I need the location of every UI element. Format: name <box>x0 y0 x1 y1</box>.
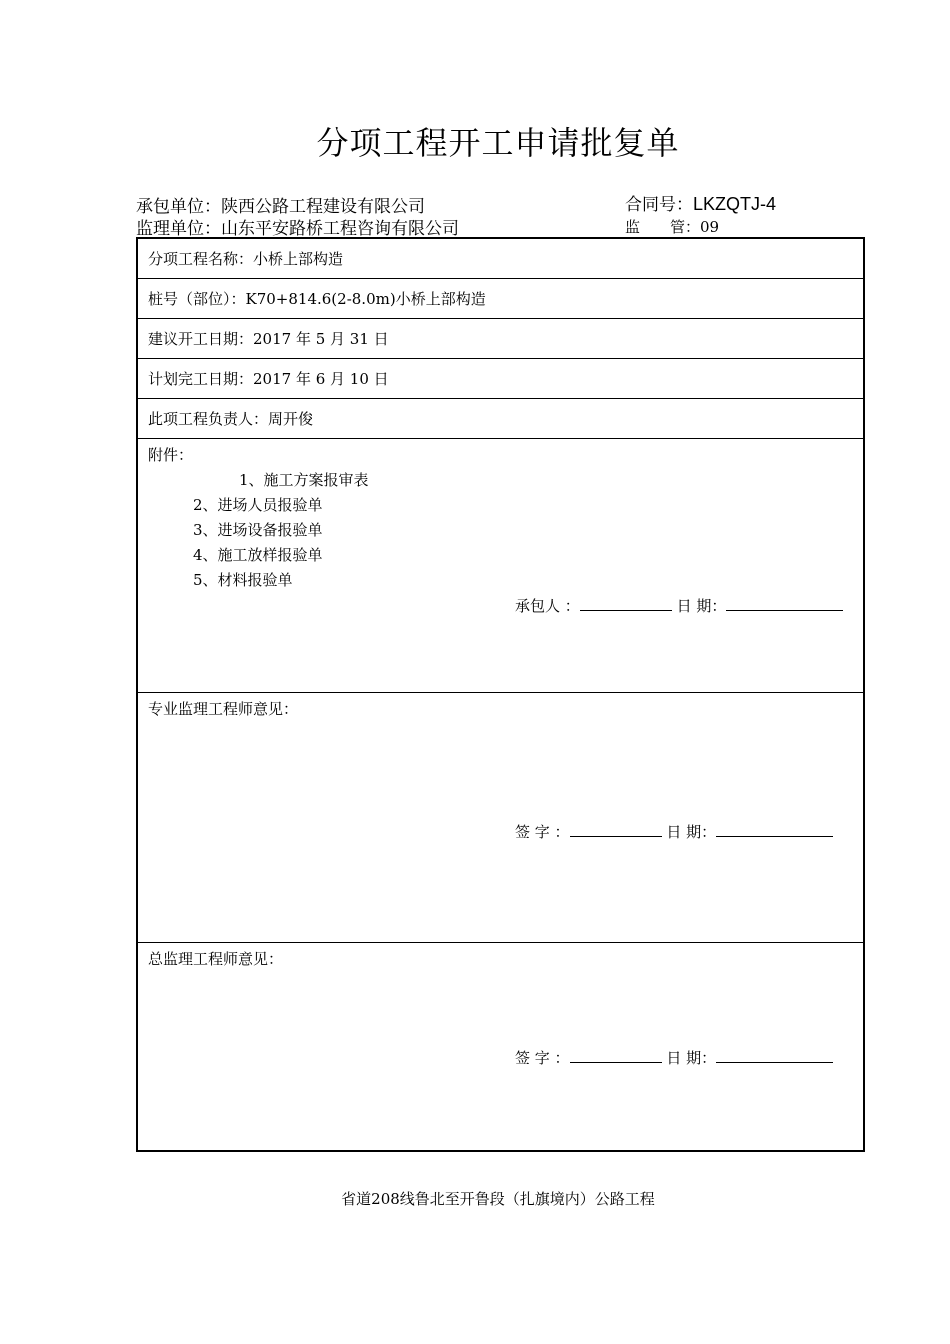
date-label: 日 期： <box>666 823 717 841</box>
sign-blank[interactable] <box>570 822 662 837</box>
contractor-value: 陕西公路工程建设有限公司 <box>221 197 425 217</box>
date-label: 日 期： <box>676 597 727 615</box>
signer-label: 承包人 ： <box>515 597 580 615</box>
attachment-item: 3、进场设备报验单 <box>193 521 323 539</box>
contract-no-value: LKZQTJ-4 <box>693 194 777 214</box>
date-blank[interactable] <box>726 596 843 611</box>
station-cell: 桩号（部位）：K70+814.6(2-8.0m)小桥上部构造 <box>137 279 864 319</box>
attachment-item: 1、施工方案报审表 <box>239 471 369 489</box>
contract-no-label: 合同号： <box>625 195 693 215</box>
contract-no-line <box>625 190 776 215</box>
sign-label: 签 字 ： <box>515 823 570 841</box>
supervision-line <box>625 216 719 237</box>
supervisor-value: 山东平安路桥工程咨询有限公司 <box>221 219 459 239</box>
specialist-signature-line <box>515 821 833 842</box>
date-label: 日 期： <box>666 1049 717 1067</box>
date-blank[interactable] <box>716 1048 833 1063</box>
project-footer: 省道208线鲁北至开鲁段（扎旗境内）公路工程 <box>341 1190 655 1208</box>
specialist-label: 专业监理工程师意见： <box>148 700 299 718</box>
attachments-label: 附件： <box>148 446 194 464</box>
approval-form <box>136 237 865 1152</box>
sign-blank[interactable] <box>570 1048 662 1063</box>
sign-label: 签 字 ： <box>515 1049 570 1067</box>
responsible-cell: 此项工程负责人：周开俊 <box>137 399 864 439</box>
signer-blank[interactable] <box>580 596 672 611</box>
supervision-value: 09 <box>700 218 720 236</box>
date-blank[interactable] <box>716 822 833 837</box>
chief-opinion-cell <box>137 943 864 1152</box>
supervisor-label: 监理单位： <box>136 219 221 239</box>
start-date-cell: 建议开工日期：2017 年 5 月 31 日 <box>137 319 864 359</box>
supervisor-line <box>136 214 459 239</box>
contractor-signature-line <box>515 595 843 616</box>
attachment-item: 2、进场人员报验单 <box>193 496 323 514</box>
attachments-cell <box>137 439 864 693</box>
attachment-item: 4、施工放样报验单 <box>193 546 323 564</box>
attachment-item: 5、材料报验单 <box>193 571 293 589</box>
chief-signature-line <box>515 1047 833 1068</box>
chief-label: 总监理工程师意见： <box>148 950 284 968</box>
specialist-opinion-cell <box>137 693 864 943</box>
contractor-label: 承包单位： <box>136 197 221 217</box>
end-date-cell: 计划完工日期：2017 年 6 月 10 日 <box>137 359 864 399</box>
item-name-cell: 分项工程名称：小桥上部构造 <box>137 238 864 279</box>
supervision-label: 监 管： <box>625 218 701 236</box>
document-title: 分项工程开工申请批复单 <box>316 124 680 162</box>
